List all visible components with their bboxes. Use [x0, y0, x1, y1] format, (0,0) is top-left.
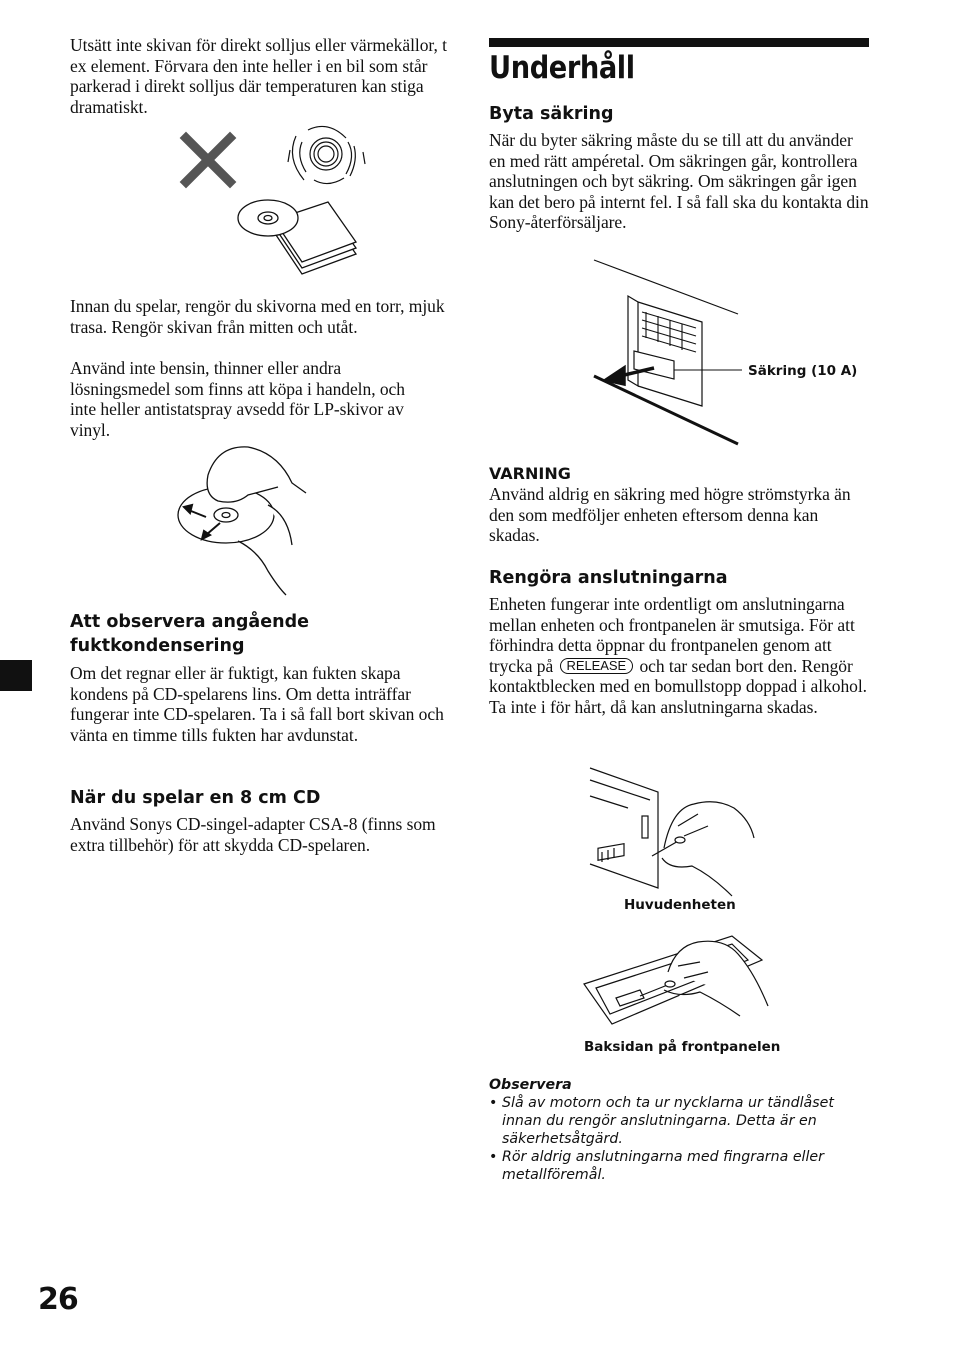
condensation-heading: Att observera angående fuktkondensering — [70, 612, 309, 656]
condensation-text: Om det regnar eller är fuktigt, kan fukten skapa kondens på CD-spelarens lins. Om detta inträffar fungerar inte CD-spelaren. Ta i så fall bort skivan och vänta en timme tills fukten har avdunstat. — [70, 663, 444, 745]
front-panel-illustration — [582, 932, 777, 1032]
page-title: Underhåll — [489, 50, 635, 86]
main-unit-illustration — [588, 766, 763, 896]
section-tab-marker — [0, 660, 32, 691]
sun-icon — [288, 126, 365, 183]
note-heading: Observera — [489, 1077, 572, 1093]
cleaning-text: Innan du spelar, rengör du skivorna med en torr, mjuk trasa. Rengör skivan från mitten och utåt. — [70, 296, 445, 337]
fuse-callout: Säkring (10 A) — [748, 363, 858, 379]
note-block — [489, 1076, 869, 1184]
cd8-heading: När du spelar en 8 cm CD — [70, 788, 321, 808]
front-panel-caption: Baksidan på frontpanelen — [584, 1039, 781, 1055]
fuse-text: När du byter säkring måste du se till att du använder en med rätt ampéretal. Om säkringen går, kontrollera anslutningen och byt säkring. Om säkringen går igen kan det bero på internt fel. I så fall ska du kontakta din Sony-återförsäljare. — [489, 130, 869, 233]
note-list — [489, 1094, 869, 1184]
solvent-warning-text: Använd inte bensin, thinner eller andra lösningsmedel som finns att köpa i handeln, och inte heller antistatspray avsedd för LP-skivor av vinyl. — [70, 358, 405, 440]
page-number: 26 — [38, 1282, 78, 1317]
title-rule — [489, 38, 869, 47]
cd8-text: Använd Sonys CD-singel-adapter CSA-8 (finns som extra tillbehör) för att skydda CD-spelaren. — [70, 814, 436, 855]
connectors-text-before: Enheten fungerar inte ordentligt om anslutningarna mellan enheten och frontpanelen är smutsiga. För att förhindra detta öppnar du frontpanelen genom att trycka på — [489, 594, 855, 676]
disc-heat-illustration — [178, 122, 378, 282]
warning-text: Använd aldrig en säkring med högre strömstyrka än den som medföljer enheten eftersom denna kan skadas. — [489, 484, 851, 546]
disc-cleaning-illustration — [178, 445, 313, 595]
cd-case-icon — [238, 200, 356, 274]
connectors-text — [489, 594, 871, 718]
cross-icon — [186, 138, 230, 182]
fuse-illustration — [590, 258, 750, 448]
warning-heading: VARNING — [489, 464, 571, 483]
fuse-icon — [634, 351, 674, 379]
release-button: RELEASE — [560, 658, 634, 674]
connectors-heading: Rengöra anslutningarna — [489, 568, 728, 588]
note-item: • Slå av motorn och ta ur nycklarna ur tändlåset innan du rengör anslutningarna. Detta är en säkerhetsåtgärd. — [489, 1094, 869, 1148]
connectors-text-after: och tar sedan bort den. Rengör kontaktblecken med en bomullstopp doppad i alkohol. Ta inte i för hårt, då kan anslutningarna skadas. — [489, 655, 868, 717]
note-item: • Rör aldrig anslutningarna med fingrarna eller metallföremål. — [489, 1148, 869, 1184]
hand-icon — [662, 802, 754, 896]
fuse-heading: Byta säkring — [489, 104, 614, 124]
main-unit-caption: Huvudenheten — [624, 897, 736, 913]
sunlight-warning-text: Utsätt inte skivan för direkt solljus eller värmekällor, t ex element. Förvara den inte heller i en bil som står parkerad i direkt solljus där temperaturen kan stiga dramatiskt. — [70, 35, 447, 117]
